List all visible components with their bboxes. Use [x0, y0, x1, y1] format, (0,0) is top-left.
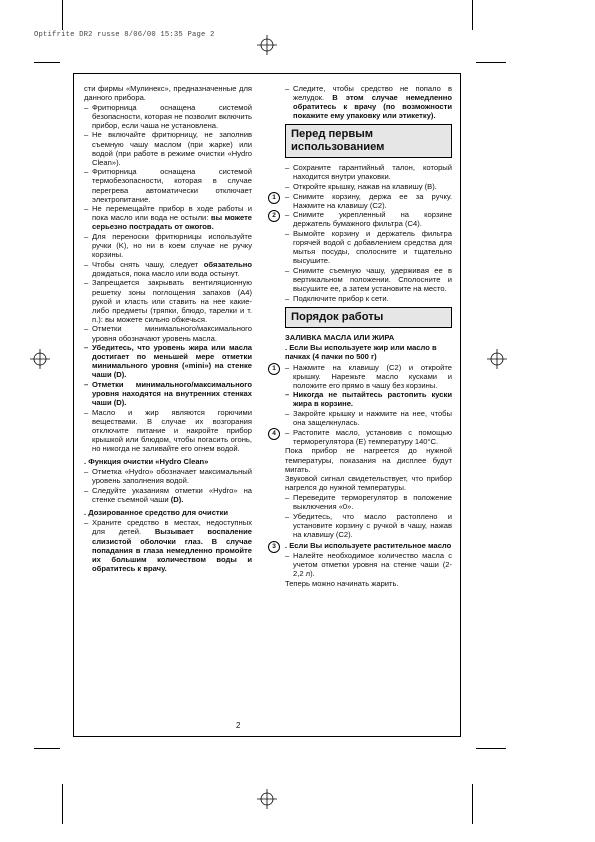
list-item: – Снимите корзину, держа ее за ручку. Нажмите на клавишу (C2).	[285, 192, 452, 210]
list-item	[84, 204, 252, 231]
crop-mark	[34, 748, 60, 749]
text: Следуйте указаниям отметки «Hydro» на стенке съемной чаши	[92, 486, 252, 505]
step-marker-icon: 1	[268, 363, 280, 375]
text: дождаться, пока масло или вода остынут.	[92, 268, 240, 278]
crop-mark	[476, 748, 506, 749]
list-item: – Снимите укрепленный на корзине держатель бумажного фильтра (C4).	[285, 210, 452, 228]
section-title-box: Порядок работы	[285, 307, 452, 329]
list-item	[285, 84, 452, 120]
list-item: – Масло и жир являются горючими веществами. В случае их возгорания отключите питание и накройте прибор крышкой или блюдом, чтобы погасить огонь, но никогда не заливайте его огнем водой.	[84, 408, 252, 453]
step-marker-icon: 2	[268, 210, 280, 222]
list-item: – Убедитесь, что масло растоплено и установите корзину с ручкой в чашу, нажав на клавишу (C2).	[285, 512, 452, 539]
list-item: – Снимите съемную чашу, удерживая ее в вертикальном положении. Сполосните и высушите ее, а затем установите на место.	[285, 266, 452, 293]
annotated-item	[272, 540, 452, 550]
paragraph: Пока прибор не нагреется до нужной температуры, показания на дисплее будут мигать.	[285, 446, 452, 474]
warning-text: вы можете серьезно пострадать от ожогов.	[92, 213, 253, 232]
step-marker-icon: 3	[268, 541, 280, 553]
crop-mark	[62, 784, 63, 824]
section-heading: . Если Вы используете жир или масло в пачках (4 пачки по 500 г)	[285, 343, 437, 362]
step-marker-icon: 1	[268, 192, 280, 204]
section-heading: . Если Вы используете растительное масло	[285, 540, 452, 550]
text: Не перемещайте прибор в ходе работы и пока масло или вода не остыли:	[92, 204, 252, 223]
registration-mark-icon	[30, 349, 50, 369]
annotated-item	[272, 210, 452, 229]
list-item: – Налейте необходимое количество масла с учетом отметки уровня на стенке чаши (2-2,2 л).	[285, 551, 452, 578]
list-item: – Отметки минимального/максимального уровня находятся на внутренних стенках чаши (D).	[84, 380, 252, 407]
section-heading: . Функция очистки «Hydro Clean»	[84, 457, 209, 467]
warning-text: В этом случае немедленно обратитесь к врачу (по возможности покажите ему упаковку или этикетку).	[293, 93, 452, 121]
section-title-box: Перед первым использованием	[285, 124, 452, 158]
annotated-item	[272, 427, 452, 446]
print-header: Optifrite DR2 russe 8/06/00 15:35 Page 2	[34, 31, 215, 39]
crop-mark	[476, 62, 506, 63]
list-item: – Отметка «Hydro» обозначает максимальный уровень заполнения водой.	[84, 467, 252, 485]
annotated-item	[272, 362, 452, 390]
paragraph: сти фирмы «Мулинекс», предназначенные для данного прибора.	[84, 84, 252, 103]
left-column	[84, 84, 252, 573]
crop-mark	[472, 0, 473, 30]
list-item: – Для переноски фритюрницы используйте ручки (K), но ни в коем случае не ручку корзины.	[84, 232, 252, 259]
list-item: – Фритюрница оснащена системой термобезопасности, которая в случае перегрева автоматически отключает электропитание.	[84, 167, 252, 203]
registration-mark-icon	[257, 789, 277, 809]
list-item	[84, 260, 252, 278]
emphasis-text: обязательно	[203, 259, 252, 269]
list-item: – Убедитесь, что уровень жира или масла достигает по меньшей мере отметки минимального уровня («mini») на стенке чаши (D).	[84, 343, 252, 379]
list-item: – Растопите масло, установив с помощью терморегулятора (E) температуру 140°C.	[285, 428, 452, 446]
crop-mark	[62, 0, 63, 30]
list-item: – Не включайте фритюрницу, не заполнив съемную чашу маслом (при жарке) или водой (при работе в режиме очистки «Hydro Clean»).	[84, 130, 252, 166]
text: Чтобы снять чашу, следует	[92, 259, 204, 269]
list-item: – Закройте крышку и нажмите на нее, чтобы она защелкнулась.	[285, 409, 452, 427]
section-heading: ЗАЛИВКА МАСЛА ИЛИ ЖИРА	[285, 333, 395, 343]
registration-mark-icon	[257, 35, 277, 55]
warning-text: Вызывает воспаление слизистой оболочки глаз. В случае попадания в глаза немедленно промойте их большим количеством воды и обратитесь к врачу.	[92, 527, 252, 573]
list-item: – Подключите прибор к сети.	[285, 294, 452, 303]
crop-mark	[34, 62, 60, 63]
registration-mark-icon	[487, 349, 507, 369]
list-item	[84, 486, 252, 504]
paragraph: Звуковой сигнал свидетельствует, что прибор нагрелся до нужной температуры.	[285, 474, 452, 493]
crop-mark	[472, 784, 473, 824]
right-column	[272, 84, 452, 588]
emphasis-text: (D).	[170, 495, 184, 505]
list-item: – Нажмите на клавишу (C2) и откройте крышку. Нарежьте масло кусками и положите его прямо в чашу без корзины.	[285, 363, 452, 390]
list-item: – Откройте крышку, нажав на клавишу (B).	[285, 182, 452, 191]
list-item: – Запрещается закрывать вентиляционную решетку зоны поглощения запахов (A4) рукой и класть или ставить на нее какие-либо предметы (тряпки, блюдо, тарелки и т. п.): вы можете сильно обжечься.	[84, 278, 252, 323]
section-heading: . Дозированное средство для очистки	[84, 508, 229, 518]
list-item: – Никогда не пытайтесь растопить куски жира в корзине.	[285, 390, 452, 408]
annotated-item	[272, 191, 452, 210]
list-item: – Переведите терморегулятор в положение выключения «0».	[285, 493, 452, 511]
page-number: 2	[236, 721, 241, 730]
text: Храните средство в местах, недоступных для детей.	[92, 518, 252, 537]
list-item: – Сохраните гарантийный талон, который находится внутри упаковки.	[285, 163, 452, 181]
text: Следите, чтобы средство не попало в желудок.	[293, 84, 452, 103]
list-item	[84, 518, 252, 573]
step-marker-icon: 4	[268, 428, 280, 440]
list-item: – Отметки минимального/максимального уровня обозначают уровень масла.	[84, 324, 252, 342]
list-item: – Фритюрница оснащена системой безопасности, которая не позволит включить прибор, если чаша не установлена.	[84, 103, 252, 130]
list-item: – Вымойте корзину и держатель фильтра горячей водой с добавлением средства для мытья посуды, сполосните и тщательно высушите.	[285, 229, 452, 265]
paragraph: Теперь можно начинать жарить.	[285, 578, 399, 588]
